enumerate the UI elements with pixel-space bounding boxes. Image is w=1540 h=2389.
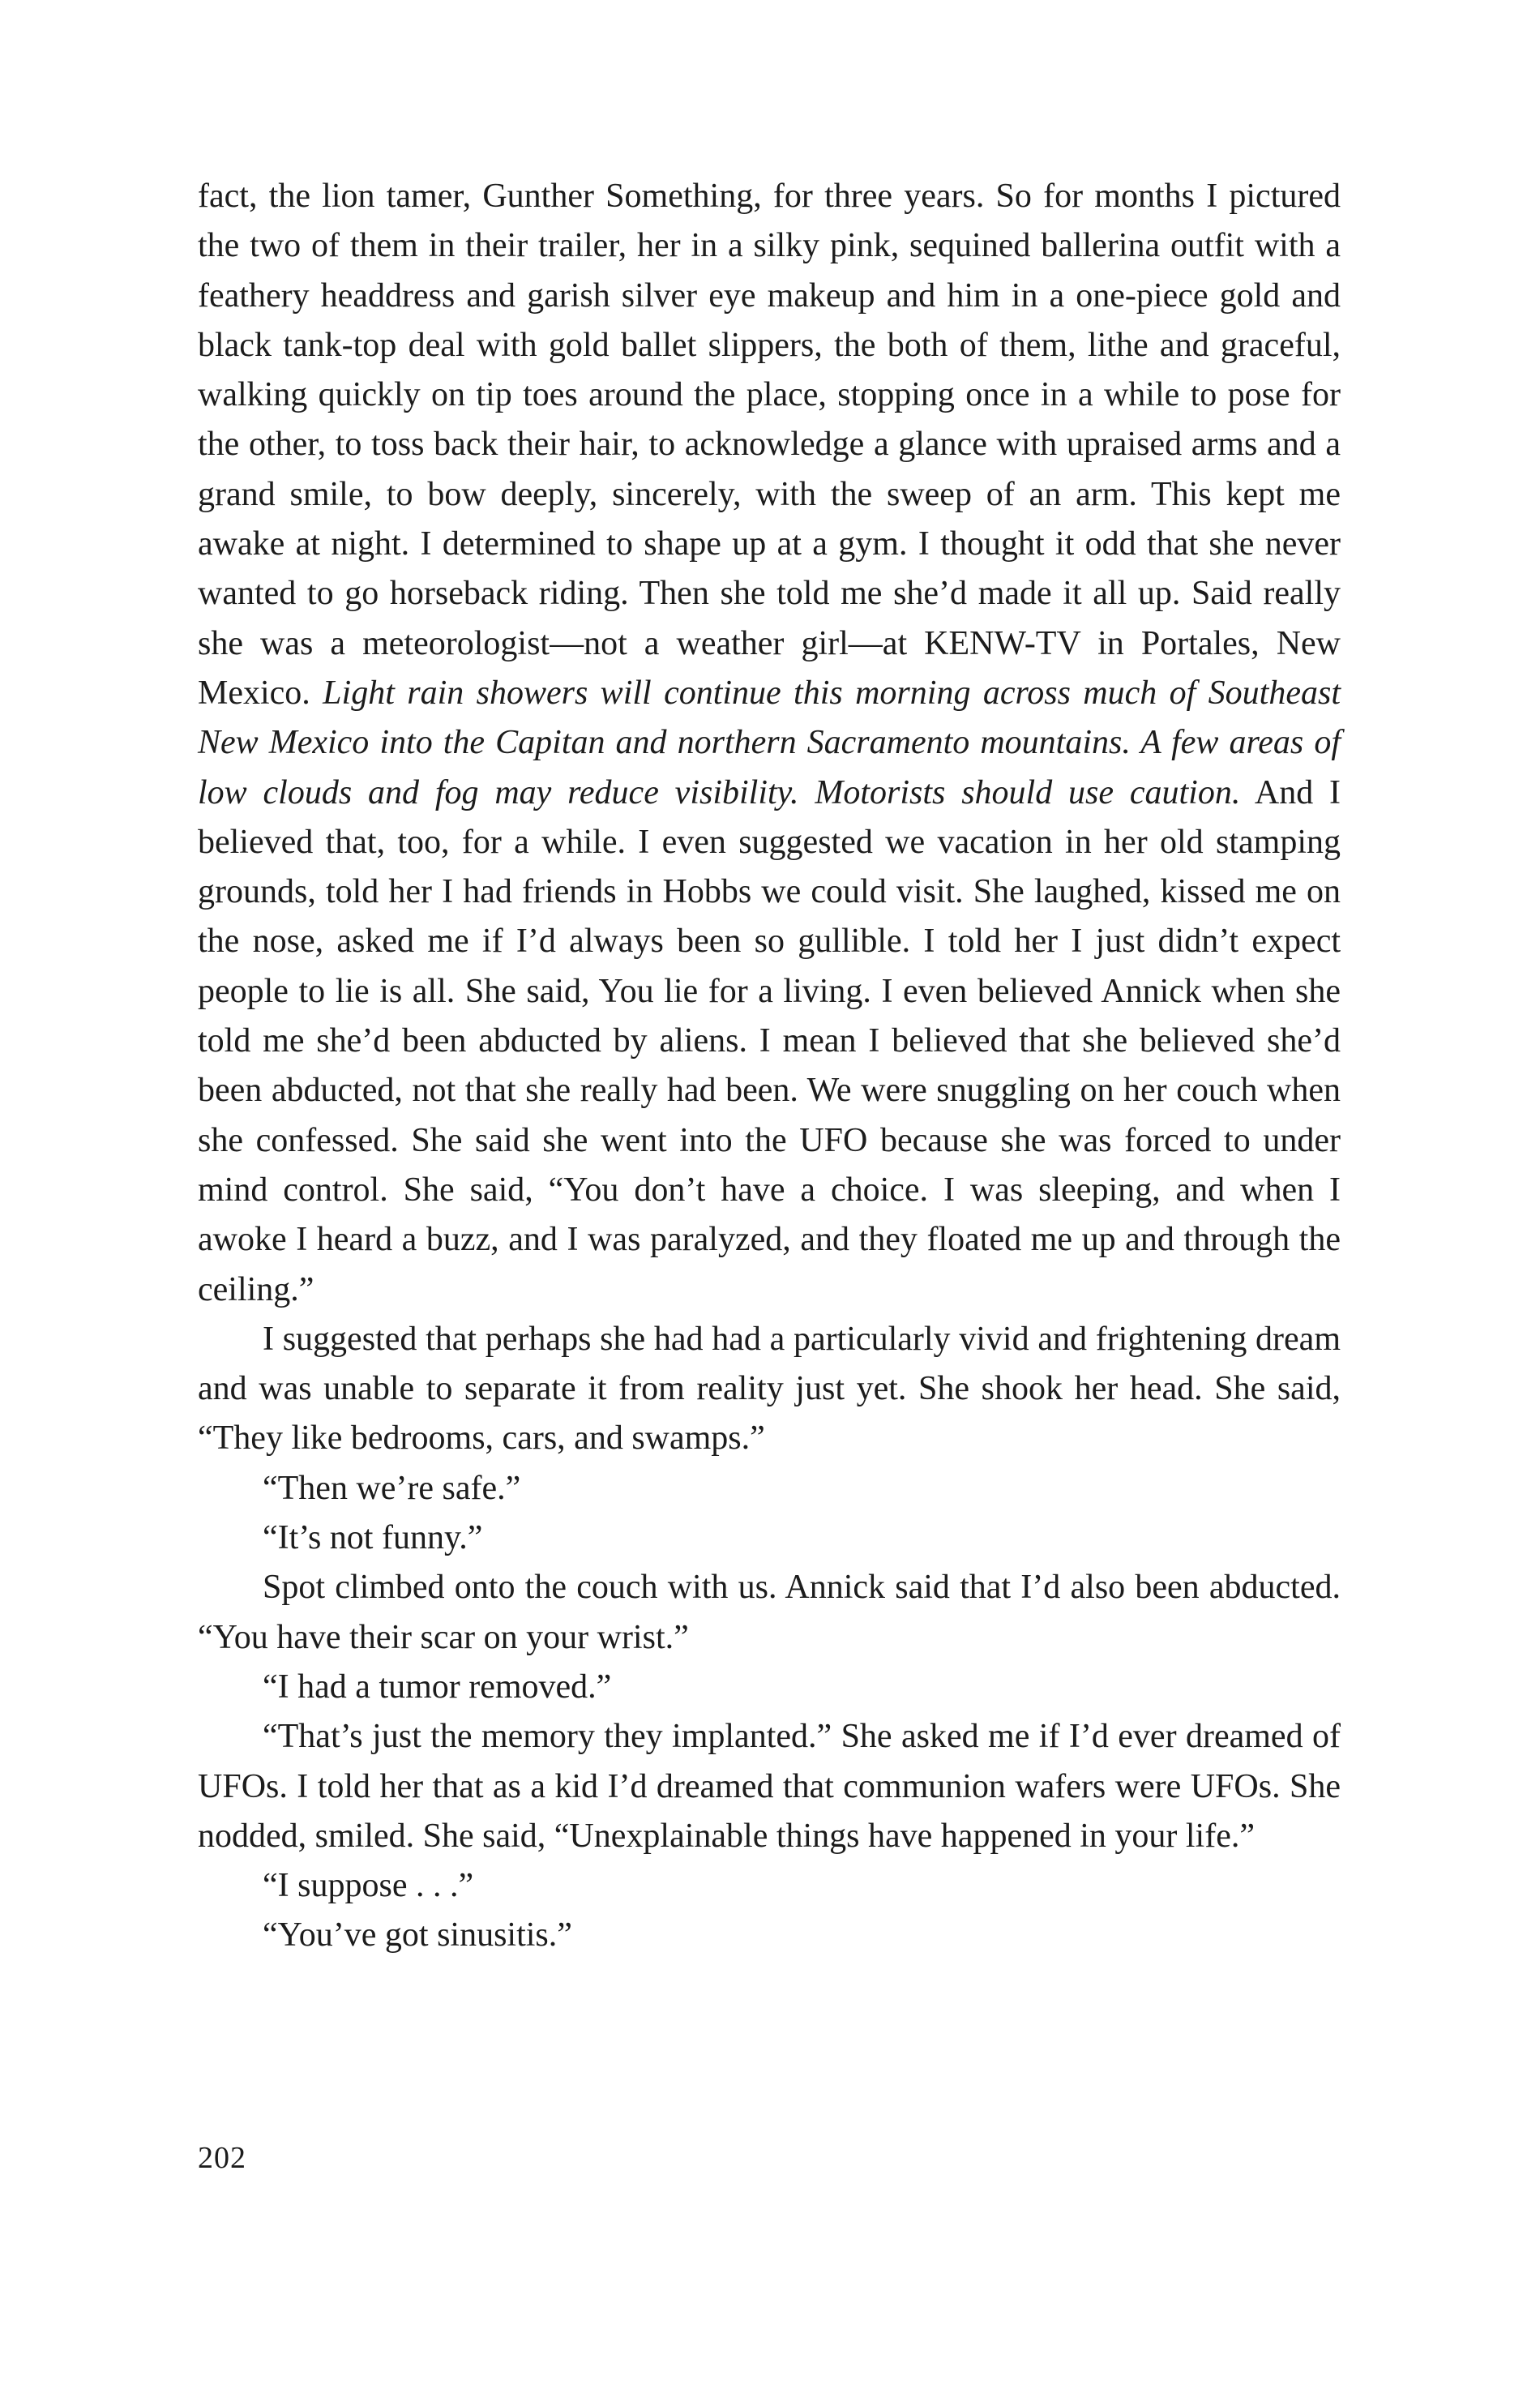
paragraph-1 bbox=[198, 172, 1341, 1315]
paragraph-1-text-a: fact, the lion tamer, Gunther Something, for three years. So for months I pictured the two of them in their trailer, her in a silky pink, sequined ballerina outfit with a feathery headdress and garish silver eye makeup and him in a one-piece gold and black tank-top deal with gold ballet slippers, the both of them, lithe and graceful, walking quickly on tip toes around the place, stopping once in a while to pose for the other, to toss back their hair, to acknowledge a glance with upraised arms and a grand smile, to bow deeply, sincerely, with the sweep of an arm. This kept me awake at night. I determined to shape up at a gym. I thought it odd that she never wanted to go horseback riding. Then she told me she’d made it all up. Said really she was a meteorologist—not a weather girl—at KENW-TV in Portales, New Mexico. bbox=[198, 178, 1341, 712]
body-text bbox=[198, 172, 1341, 1961]
paragraph-3-text: “Then we’re safe.” bbox=[263, 1469, 521, 1507]
paragraph-6-text: “I had a tumor removed.” bbox=[263, 1668, 612, 1706]
paragraph-7-text: “That’s just the memory they implanted.” She asked me if I’d ever dreamed of UFOs. I told her that as a kid I’d dreamed that communion wafers were UFOs. She nodded, smiled. She said, “Unexplainable things have happened in your life.” bbox=[198, 1718, 1341, 1855]
paragraph-4-text: “It’s not funny.” bbox=[263, 1519, 483, 1557]
paragraph-7 bbox=[198, 1712, 1341, 1861]
paragraph-9 bbox=[198, 1911, 1341, 1960]
paragraph-5 bbox=[198, 1563, 1341, 1663]
page-number: 202 bbox=[198, 2141, 246, 2175]
paragraph-8 bbox=[198, 1861, 1341, 1911]
paragraph-4 bbox=[198, 1513, 1341, 1563]
paragraph-6 bbox=[198, 1663, 1341, 1712]
paragraph-1-weather-forecast-italic: Light rain showers will continue this morning across much of Southeast New Mexico into the Capitan and northern Sacramento mountains. A few areas of low clouds and fog may reduce visibility. Motorists should use caution. bbox=[198, 674, 1341, 811]
paragraph-9-text: “You’ve got sinusitis.” bbox=[263, 1916, 572, 1954]
paragraph-1-text-b: And I believed that, too, for a while. I even suggested we vacation in her old stamping grounds, told her I had friends in Hobbs we could visit. She laughed, kissed me on the nose, asked me if I’d always been so gullible. I told her I just didn’t expect people to lie is all. She said, You lie for a living. I even believed Annick when she told me she’d been abducted by aliens. I mean I believed that she believed she’d been abducted, not that she really had been. We were snuggling on her couch when she confessed. She said she went into the UFO because she was forced to under mind control. She said, “You don’t have a choice. I was sleeping, and when I awoke I heard a buzz, and I was paralyzed, and they floated me up and through the ceiling.” bbox=[198, 773, 1341, 1308]
paragraph-3 bbox=[198, 1464, 1341, 1513]
paragraph-5-text: Spot climbed onto the couch with us. Annick said that I’d also been abducted. “You have their scar on your wrist.” bbox=[198, 1569, 1341, 1656]
paragraph-2-text: I suggested that perhaps she had had a particularly vivid and frightening dream and was unable to separate it from reality just yet. She shook her head. She said, “They like bedrooms, cars, and swamps.” bbox=[198, 1320, 1341, 1458]
paragraph-8-text: “I suppose . . .” bbox=[263, 1867, 474, 1905]
paragraph-2 bbox=[198, 1315, 1341, 1464]
